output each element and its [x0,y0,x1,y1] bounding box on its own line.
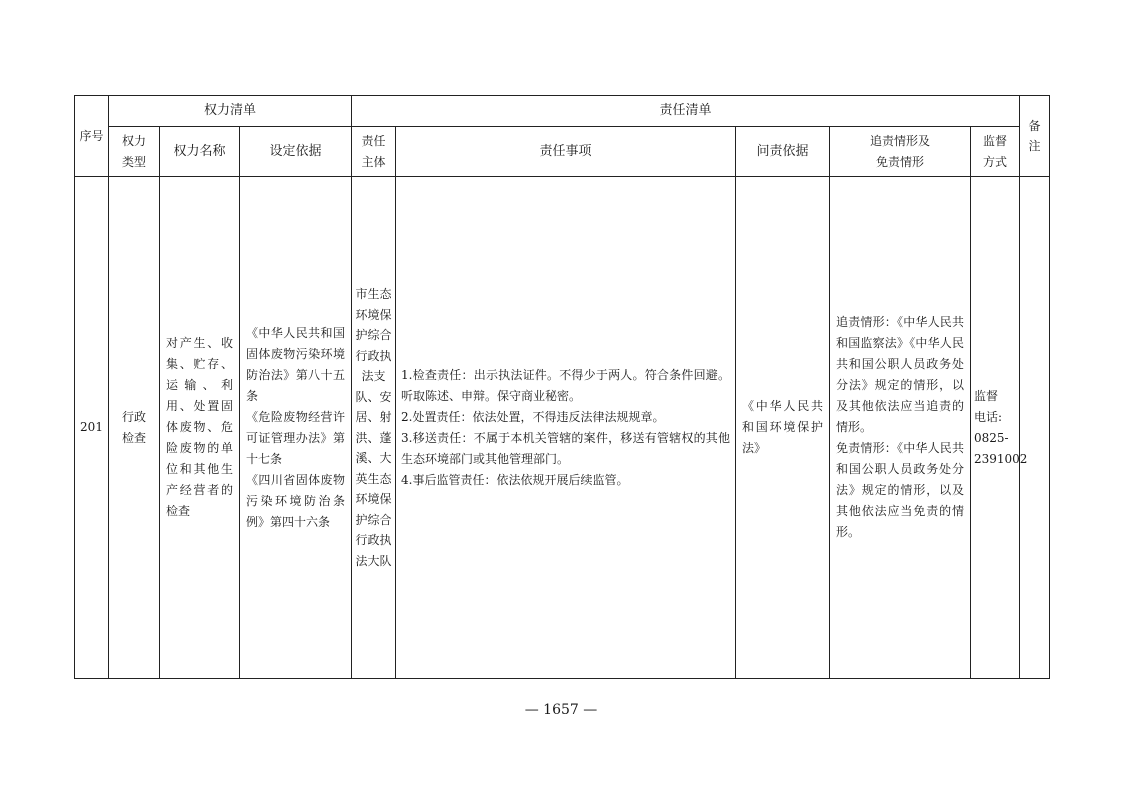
header-accountability-cases: 追责情形及免责情形 [830,127,971,177]
row-basis [240,177,352,679]
basis-item: 《危险废物经营许可证管理办法》第十七条 [246,409,345,466]
header-power-type: 权力类型 [109,127,160,177]
row-power-type: 行政检查 [109,177,160,679]
header-basis: 设定依据 [240,127,352,177]
header-power-name: 权力名称 [160,127,240,177]
header-duty-subject: 责任主体 [352,127,396,177]
basis-item: 《四川省固体废物污染环境防治条例》第四十六条 [246,472,345,529]
header-duty-list: 责任清单 [352,96,1020,127]
duty-item: 1.检查责任：出示执法证件。不得少于两人。符合条件回避。听取陈述、申辩。保守商业秘密。 [401,367,730,403]
accountability-case: 免责情形：《中华人民共和国公职人员政务处分法》规定的情形，以及其他依法应当免责的情形。 [836,441,964,539]
duty-item: 3.移送责任：不属于本机关管辖的案件，移送有管辖权的其他生态环境部门或其他管理部门。 [401,430,730,466]
row-duty-items [396,177,736,679]
row-supervision [971,177,1028,679]
accountability-case: 追责情形：《中华人民共和国监察法》《中华人民共和国公职人员政务处分法》规定的情形，以及其他依法应当追责的情形。 [836,315,964,434]
duty-item: 4.事后监管责任：依法依规开展后续监管。 [401,472,629,487]
row-seq: 201 [75,177,109,679]
row-duty-subject: 市生态环境保护综合行政执法支队、安居、射洪、蓬溪、大英生态环境保护综合行政执法大队 [352,177,396,679]
duty-item: 2.处置责任：依法处置，不得违反法律法规规章。 [401,409,665,424]
supervision-line: 监督 [974,388,999,403]
row-power-name: 对产生、收集、贮存、运输、利用、处置固体废物、危险废物的单位和其他生产经营者的检查 [160,177,240,679]
row-remarks [1020,177,1050,679]
header-accountability-basis: 问责依据 [736,127,830,177]
header-power-list: 权力清单 [109,96,352,127]
row-accountability-basis: 《中华人民共和国环境保护法》 [736,177,830,679]
header-duty-items: 责任事项 [396,127,736,177]
supervision-line: 2391002 [974,451,1028,466]
supervision-line: 电话: [974,409,1003,424]
supervision-line: 0825- [974,430,1009,445]
power-duty-table [74,95,1050,679]
header-seq: 序号 [75,96,109,177]
basis-item: 《中华人民共和国固体废物污染环境防治法》第八十五条 [246,325,345,403]
row-accountability-cases [830,177,971,679]
page-number: — 1657 — [524,702,598,718]
header-supervision: 监督方式 [971,127,1020,177]
header-remarks: 备注 [1020,96,1050,177]
